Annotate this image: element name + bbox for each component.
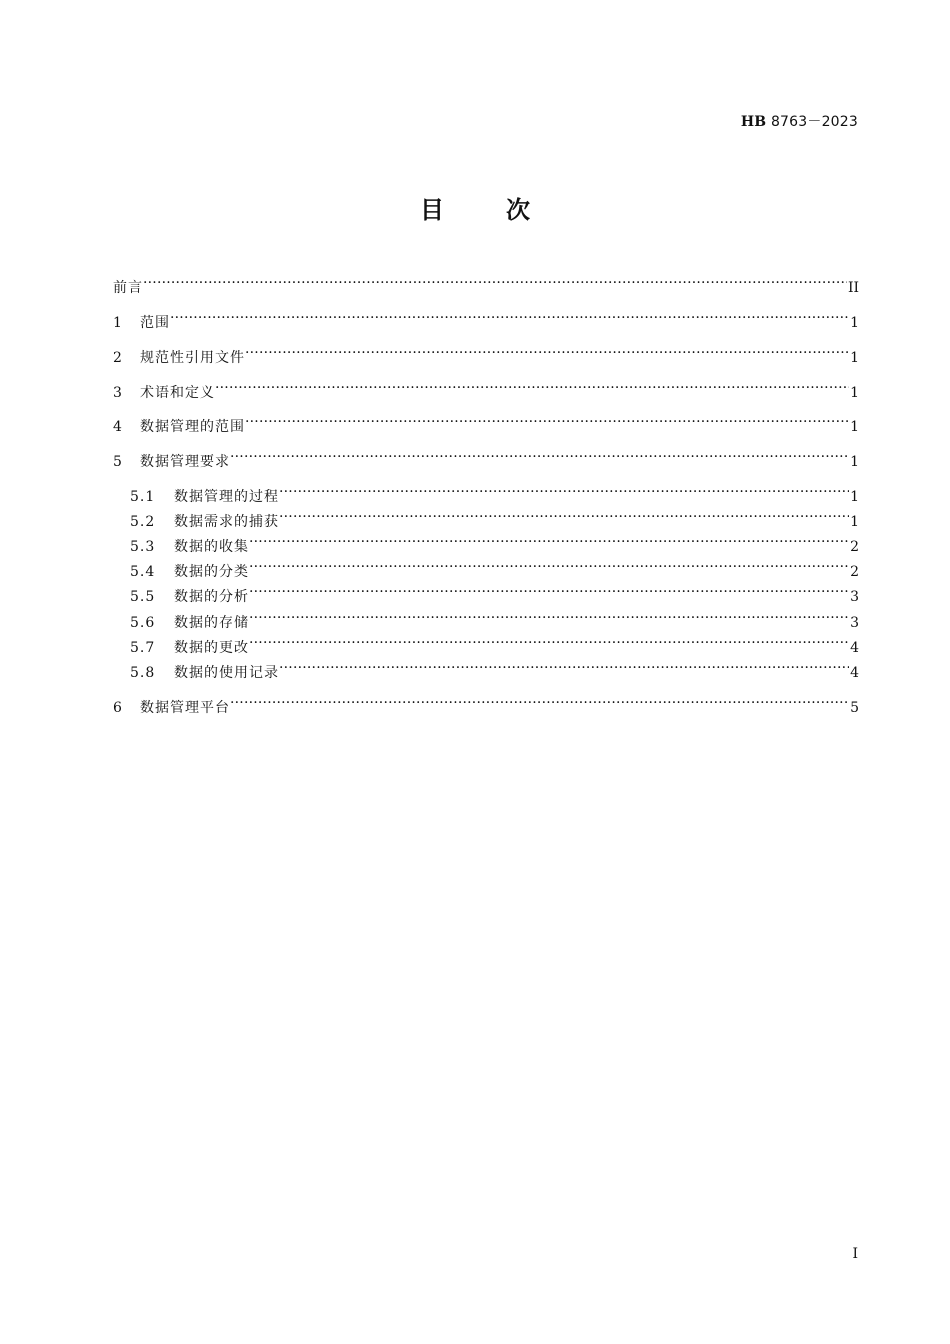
toc-leader — [245, 344, 849, 362]
standard-code — [741, 111, 858, 131]
toc-entry-6[interactable] — [113, 694, 859, 717]
toc-number: 2 — [113, 350, 122, 366]
toc-label: 数据需求的捕获 — [174, 514, 279, 530]
toc-label: 数据的分类 — [174, 564, 249, 580]
toc-label: 范围 — [140, 315, 170, 331]
toc-number: 5.4 — [130, 564, 156, 580]
toc-leader — [245, 413, 849, 431]
toc-label: 数据的更改 — [174, 640, 249, 656]
toc-page: II — [847, 280, 859, 296]
toc-leader — [230, 448, 849, 466]
toc-label: 术语和定义 — [140, 385, 215, 401]
toc-entry-1[interactable] — [113, 309, 859, 332]
toc-leader — [249, 583, 849, 601]
toc-label: 数据管理要求 — [140, 454, 230, 470]
title-char-1: 目 — [420, 196, 444, 224]
toc-label: 规范性引用文件 — [140, 350, 245, 366]
toc-leader — [249, 558, 849, 576]
toc-number: 1 — [113, 315, 122, 331]
toc-entry-5[interactable] — [113, 448, 859, 471]
toc-entry-2[interactable] — [113, 344, 859, 367]
toc-number: 5.2 — [130, 514, 156, 530]
toc-leader — [215, 379, 849, 397]
toc-label: 数据管理的过程 — [174, 489, 279, 505]
standard-prefix: HB — [740, 114, 767, 130]
toc-number: 4 — [113, 419, 122, 435]
toc-entry-5-2[interactable] — [130, 508, 859, 531]
toc-label: 数据管理的范围 — [140, 419, 245, 435]
footer-page-number: I — [852, 1246, 858, 1262]
toc-page: 5 — [850, 700, 859, 716]
toc-number: 5.3 — [130, 539, 156, 555]
toc-entry-4[interactable] — [113, 413, 859, 436]
toc-number: 5.1 — [130, 489, 156, 505]
toc-entry-5-7[interactable] — [130, 634, 859, 657]
toc-entry-5-4[interactable] — [130, 558, 859, 581]
toc-label: 数据的分析 — [174, 589, 249, 605]
toc-leader — [230, 694, 849, 712]
toc-number: 5.6 — [130, 615, 156, 631]
toc-label: 数据的收集 — [174, 539, 249, 555]
toc-entry-5-3[interactable] — [130, 533, 859, 556]
toc-page: 1 — [850, 514, 859, 530]
toc-page: 4 — [850, 665, 859, 681]
toc-leader — [143, 274, 847, 292]
toc-page: 1 — [850, 454, 859, 470]
toc-label: 数据的存储 — [174, 615, 249, 631]
toc-number: 3 — [113, 385, 122, 401]
toc-number: 5.7 — [130, 640, 156, 656]
toc-entry-5-8[interactable] — [130, 659, 859, 682]
toc-page: 1 — [850, 489, 859, 505]
standard-number: 8763－2023 — [770, 114, 858, 130]
toc-label: 数据管理平台 — [140, 700, 230, 716]
toc-leader — [249, 609, 849, 627]
toc-entry-5-6[interactable] — [130, 609, 859, 632]
toc-leader — [279, 508, 849, 526]
toc-page: 4 — [850, 640, 859, 656]
toc-leader — [249, 533, 849, 551]
toc-page: 2 — [850, 564, 859, 580]
toc-entry-5-5[interactable] — [130, 583, 859, 606]
toc-page: 3 — [850, 615, 859, 631]
toc-page: 1 — [850, 350, 859, 366]
toc-label: 前言 — [113, 280, 143, 296]
toc-leader — [170, 309, 849, 327]
toc-page: 3 — [850, 589, 859, 605]
toc-entry-3[interactable] — [113, 379, 859, 402]
title-char-2: 次 — [506, 196, 530, 224]
toc-entry-5-1[interactable] — [130, 483, 859, 506]
toc-page: 1 — [850, 419, 859, 435]
toc-page: 1 — [850, 385, 859, 401]
toc-page: 1 — [850, 315, 859, 331]
toc-label: 数据的使用记录 — [174, 665, 279, 681]
toc-number: 5 — [113, 454, 122, 470]
toc-page: 2 — [850, 539, 859, 555]
toc-leader — [249, 634, 849, 652]
toc-number: 5.5 — [130, 589, 156, 605]
toc-number: 5.8 — [130, 665, 156, 681]
page-title — [0, 190, 950, 225]
toc-entry-foreword[interactable] — [113, 274, 859, 297]
toc-number: 6 — [113, 700, 122, 716]
toc-leader — [279, 659, 849, 677]
toc-leader — [279, 483, 849, 501]
